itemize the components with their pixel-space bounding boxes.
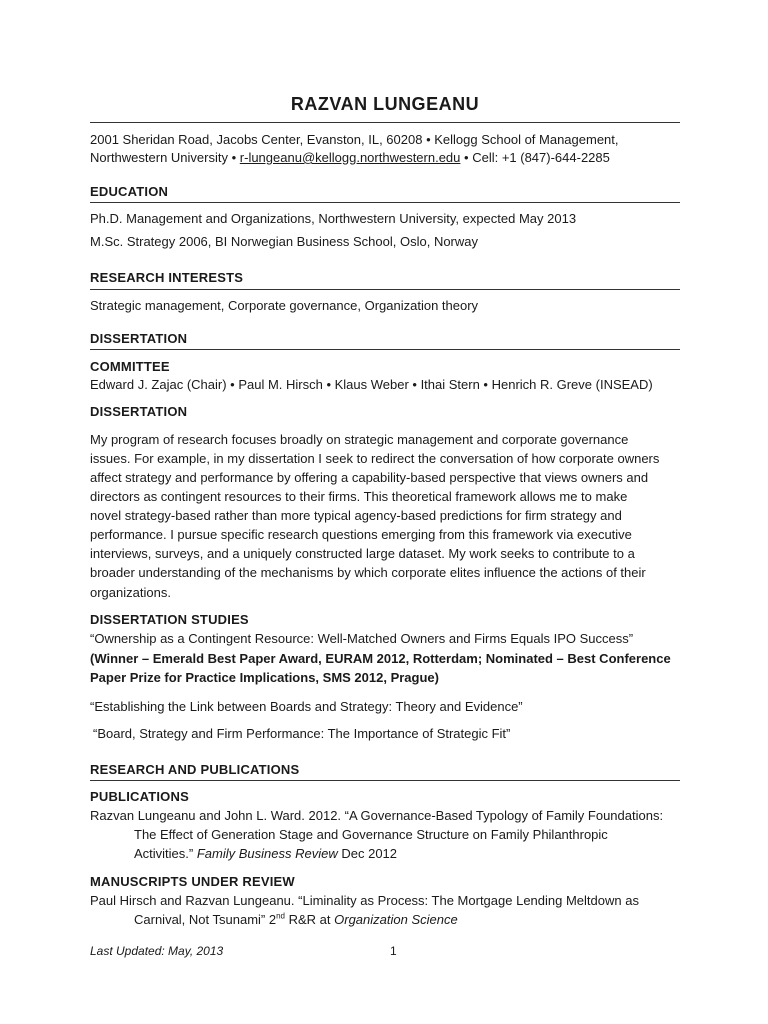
committee-heading: COMMITTEE	[90, 359, 170, 374]
dissertation-paragraph-line: novel strategy-based rather than more typical agency-based predictions for firm strategy and	[90, 508, 622, 523]
study-award-line-2: Paper Prize for Practice Implications, SMS 2012, Prague)	[90, 670, 439, 685]
dissertation-paragraph-line: directors as contingent resources to their firms. This theoretical framework allows me to make	[90, 489, 628, 504]
dissertation-paragraph-line: interviews, surveys, and a uniquely constructed large dataset. My work seeks to contribute to a	[90, 546, 635, 561]
dissertation-paragraph-line: issues. For example, in my dissertation I seek to redirect the conversation of how corporate owners	[90, 451, 660, 466]
publication-1-date: Dec 2012	[341, 846, 398, 861]
dissertation-paragraph-line: affect strategy and performance by offering a capability-based perspective that views owners and	[90, 470, 649, 485]
committee-members: Edward J. Zajac (Chair) • Paul M. Hirsch • Klaus Weber • Ithai Stern • Henrich R. Greve (INSEAD)	[90, 377, 653, 392]
study-title-2: “Establishing the Link between Boards and Strategy: Theory and Evidence”	[90, 699, 523, 714]
dissertation-studies-heading: DISSERTATION STUDIES	[90, 612, 249, 627]
address-line-2	[90, 150, 610, 165]
divider	[90, 202, 680, 203]
research-publications-heading: RESEARCH AND PUBLICATIONS	[90, 762, 300, 777]
study-title-3: “Board, Strategy and Firm Performance: The Importance of Strategic Fit”	[93, 726, 511, 741]
publication-1-journal: Family Business Review	[196, 846, 338, 861]
divider	[90, 780, 680, 781]
research-interests-text: Strategic management, Corporate governance, Organization theory	[90, 298, 479, 313]
dissertation-paragraph-line: organizations.	[90, 585, 171, 600]
study-award-line-1: (Winner – Emerald Best Paper Award, EURAM 2012, Rotterdam; Nominated – Best Conference	[90, 651, 671, 666]
dissertation-paragraph-line: performance. I pursue specific research questions emerging from this framework via executive	[90, 527, 632, 542]
address-prefix: Northwestern University •	[90, 150, 237, 165]
study-title-1: “Ownership as a Contingent Resource: Well-Matched Owners and Firms Equals IPO Success”	[90, 631, 634, 646]
research-interests-heading: RESEARCH INTERESTS	[90, 270, 244, 285]
publication-1-line-1: Razvan Lungeanu and John L. Ward. 2012. “A Governance-Based Typology of Family Foundations:	[90, 808, 664, 823]
page-title: RAZVAN LUNGEANU	[290, 94, 480, 114]
manuscript-1-journal: Organization Science	[334, 912, 458, 927]
manuscripts-heading: MANUSCRIPTS UNDER REVIEW	[90, 874, 295, 889]
dissertation-paragraph-line: My program of research focuses broadly on strategic management and corporate governance	[90, 432, 629, 447]
publication-1-prefix: Activities.”	[134, 846, 194, 861]
divider	[90, 122, 680, 123]
manuscript-1-line-1: Paul Hirsch and Razvan Lungeanu. “Liminality as Process: The Mortgage Lending Meltdown as	[90, 893, 639, 908]
email-link[interactable]: r-lungeanu@kellogg.northwestern.edu	[239, 150, 461, 165]
divider	[90, 349, 680, 350]
address-line-1: 2001 Sheridan Road, Jacobs Center, Evanston, IL, 60208 • Kellogg School of Management,	[90, 132, 619, 147]
manuscript-1-sup: nd	[276, 911, 285, 921]
dissertation-paragraph-line: broader understanding of the mechanisms by which corporate elites influence the actions of their	[90, 565, 646, 580]
manuscript-1-prefix: Carnival, Not Tsunami” 2	[134, 912, 277, 927]
publications-heading: PUBLICATIONS	[90, 789, 189, 804]
page-number: 1	[390, 944, 397, 958]
cell-phone: • Cell: +1 (847)-644-2285	[464, 150, 610, 165]
manuscript-1-mid: R&R at	[285, 912, 335, 927]
divider	[90, 289, 680, 290]
dissertation-subheading: DISSERTATION	[90, 404, 188, 419]
dissertation-heading: DISSERTATION	[90, 331, 188, 346]
last-updated: Last Updated: May, 2013	[90, 944, 224, 958]
education-heading: EDUCATION	[90, 184, 169, 199]
manuscript-1-line-2	[90, 912, 458, 927]
education-item-phd: Ph.D. Management and Organizations, Northwestern University, expected May 2013	[90, 211, 577, 226]
education-item-msc: M.Sc. Strategy 2006, BI Norwegian Business School, Oslo, Norway	[90, 234, 479, 249]
publication-1-line-3	[90, 846, 397, 861]
publication-1-line-2: The Effect of Generation Stage and Governance Structure on Family Philanthropic	[134, 827, 608, 842]
